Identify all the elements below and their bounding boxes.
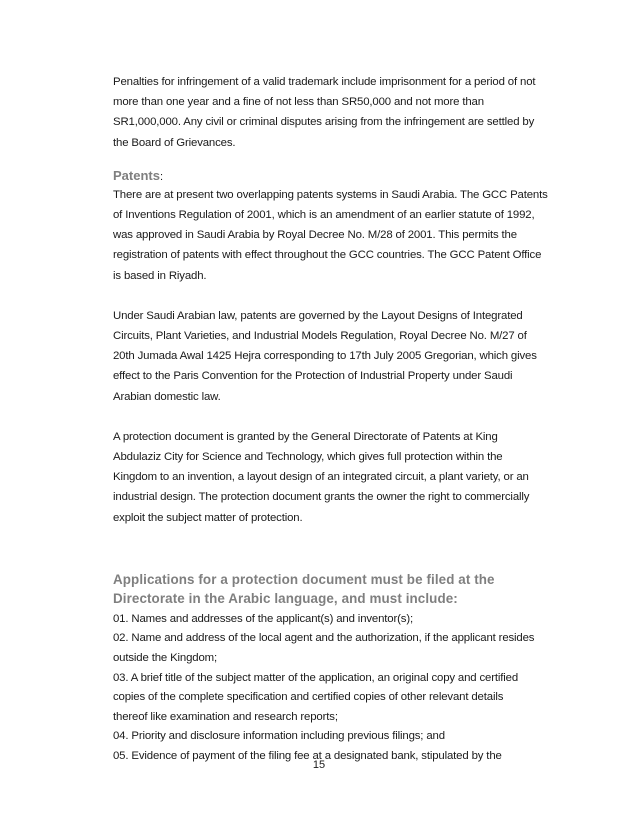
list-item: 02. Name and address of the local agent and the authorization, if the applicant resides xyxy=(113,632,535,645)
text-line: exploit the subject matter of protection. xyxy=(113,511,303,524)
text-line: more than one year and a fine of not less than SR50,000 and not more than xyxy=(113,96,484,109)
text-line: Penalties for infringement of a valid trademark include imprisonment for a period of not xyxy=(113,76,536,88)
page-number: 15 xyxy=(312,759,326,771)
list-item: outside the Kingdom; xyxy=(113,652,218,665)
applications-heading xyxy=(113,570,533,609)
text-line: of Inventions Regulation of 2001, which is an amendment of an earlier statute of 1992, xyxy=(113,209,535,222)
text-line: Circuits, Plant Varieties, and Industrial Models Regulation, Royal Decree No. M/27 of xyxy=(113,330,527,343)
text-line: There are at present two overlapping patents systems in Saudi Arabia. The GCC Patents xyxy=(113,188,548,201)
text-line: 20th Jumada Awal 1425 Hejra corresponding to 17th July 2005 Gregorian, which gives xyxy=(113,350,537,363)
patents-paragraph-3 xyxy=(113,427,533,528)
intro-paragraph xyxy=(113,72,536,153)
patents-paragraph-1 xyxy=(113,185,548,286)
list-item: thereof like examination and research reports; xyxy=(113,710,338,723)
applications-heading-line: Applications for a protection document must be filed at the xyxy=(113,571,495,587)
text-line: SR1,000,000. Any civil or criminal disputes arising from the infringement are settled by xyxy=(113,116,535,129)
text-line: Arabian domestic law. xyxy=(113,390,221,403)
list-item: 03. A brief title of the subject matter of the application, an original copy and certified xyxy=(113,671,519,684)
text-line: Under Saudi Arabian law, patents are governed by the Layout Designs of Integrated xyxy=(113,309,523,322)
text-line: is based in Riyadh. xyxy=(113,269,207,282)
list-item: 05. Evidence of payment of the filing fee at a designated bank, stipulated by the xyxy=(113,750,502,763)
text-line: the Board of Grievances. xyxy=(113,136,236,149)
list-item: 04. Priority and disclosure information including previous filings; and xyxy=(113,730,445,743)
text-line: Kingdom to an invention, a layout design of an integrated circuit, a plant variety, or an xyxy=(113,471,529,484)
text-line: effect to the Paris Convention for the Protection of Industrial Property under Saudi xyxy=(113,370,513,383)
text-line: registration of patents with effect throughout the GCC countries. The GCC Patent Office xyxy=(113,249,542,262)
list-item: 01. Names and addresses of the applicant(s) and inventor(s); xyxy=(113,612,413,625)
text-line: Abdulaziz City for Science and Technology, which gives full protection within the xyxy=(113,451,503,464)
applications-heading-line: Directorate in the Arabic language, and must include: xyxy=(113,591,458,607)
document-page xyxy=(113,72,548,767)
text-line: was approved in Saudi Arabia by Royal Decree No. M/28 of 2001. This permits the xyxy=(113,229,517,242)
patents-heading-colon: : xyxy=(159,170,164,183)
patents-paragraph-2 xyxy=(113,306,537,407)
list-item: copies of the complete specification and certified copies of other relevant details xyxy=(113,691,504,704)
applications-list xyxy=(113,610,533,767)
patents-heading xyxy=(113,167,533,186)
text-line: industrial design. The protection document grants the owner the right to commercially xyxy=(113,491,530,504)
patents-heading-text: Patents xyxy=(113,167,160,183)
text-line: A protection document is granted by the General Directorate of Patents at King xyxy=(113,430,498,443)
